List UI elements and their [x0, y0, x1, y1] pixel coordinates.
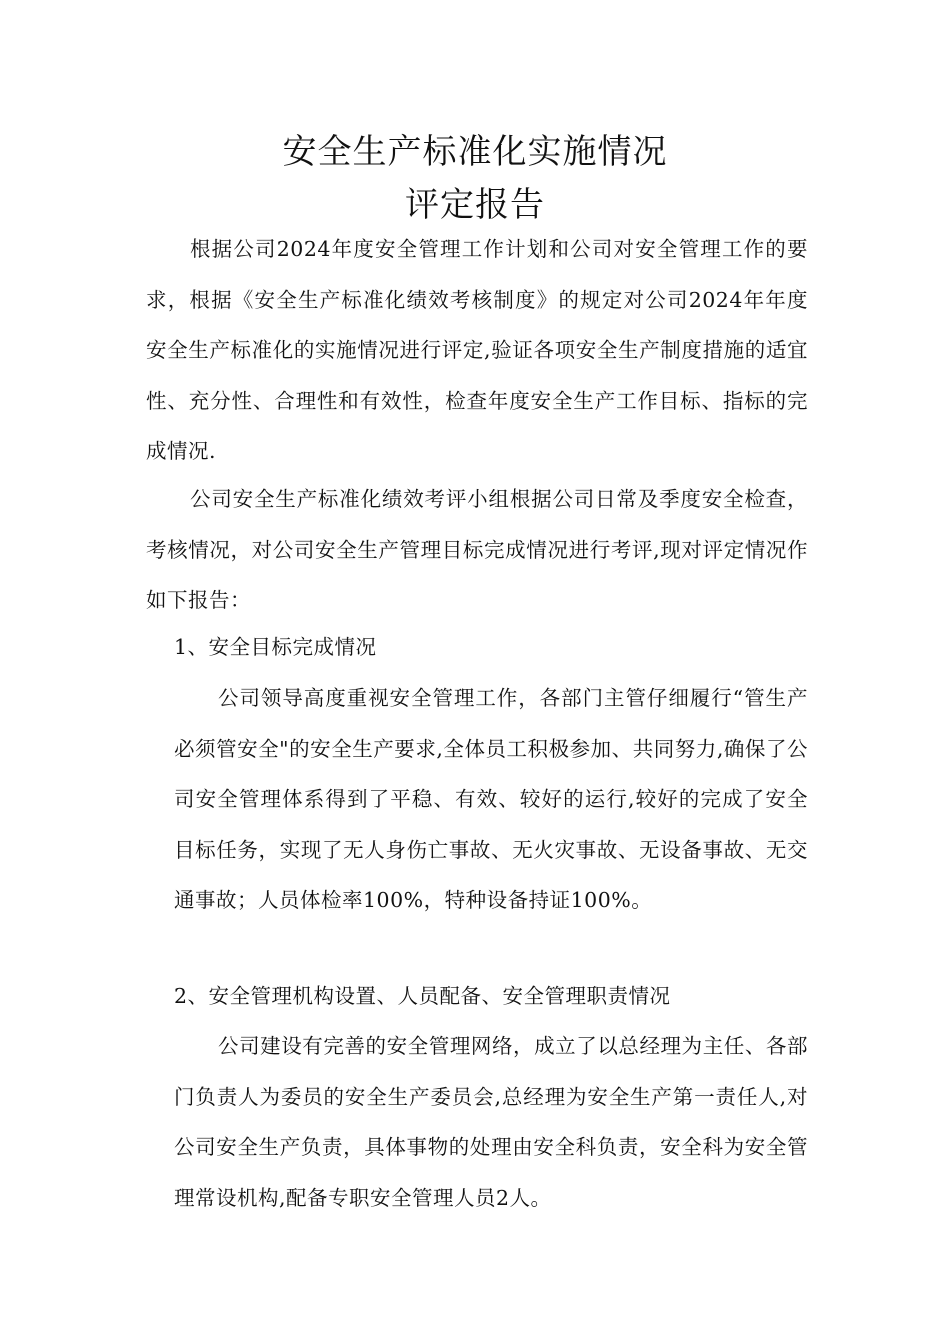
paragraph-safety-goals: 公司领导高度重视安全管理工作，各部门主管仔细履行“管生产必须管安全"的安全生产要求,全体员工积极参加、共同努力,确保了公司安全管理体系得到了平稳、有效、较好的运行,较好的完成了安全目标任务，实现了无人身伤亡事故、无火灾事故、无设备事故、无交通事故；人员体检率100%，特种设备持证100%。	[174, 686, 808, 912]
section-heading-1: 1、安全目标完成情况	[174, 635, 377, 659]
section-heading-2: 2、安全管理机构设置、人员配备、安全管理职责情况	[174, 984, 671, 1008]
document-subtitle: 评定报告	[405, 185, 545, 225]
paragraph-safety-organization: 公司建设有完善的安全管理网络，成立了以总经理为主任、各部门负责人为委员的安全生产委员会,总经理为安全生产第一责任人,对公司安全生产负责，具体事物的处理由安全科负责，安全科为安全管理常设机构,配备专职安全管理人员2人。	[174, 1034, 808, 1210]
paragraph-evaluation: 公司安全生产标准化绩效考评小组根据公司日常及季度安全检查，考核情况，对公司安全生产管理目标完成情况进行考评,现对评定情况作如下报告：	[146, 487, 808, 612]
document-title: 安全生产标准化实施情况	[282, 132, 668, 172]
paragraph-intro: 根据公司2024年度安全管理工作计划和公司对安全管理工作的要求，根据《安全生产标准化绩效考核制度》的规定对公司2024年年度安全生产标准化的实施情况进行评定,验证各项安全生产制度措施的适宜性、充分性、合理性和有效性，检查年度安全生产工作目标、指标的完成情况.	[146, 237, 808, 463]
